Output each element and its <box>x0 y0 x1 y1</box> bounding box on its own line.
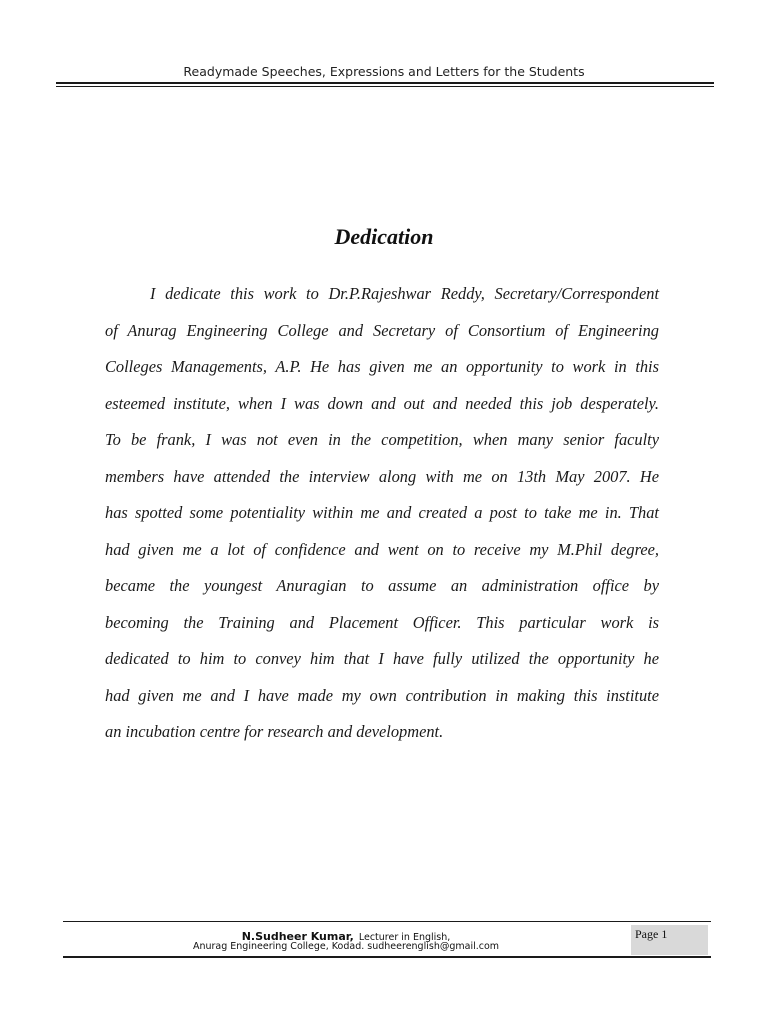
header-rule-thick <box>56 82 714 84</box>
paragraph-line: To be frank, I was not even in the competition, when many senior faculty <box>105 430 659 449</box>
paragraph-line: esteemed institute, when I was down and out and needed this job desperately. <box>105 393 659 413</box>
author-role: Lecturer in English, <box>358 932 451 943</box>
page-number: Page 1 <box>635 927 668 941</box>
page-number-box <box>631 925 708 955</box>
paragraph-line: had given me a lot of confidence and went on to receive my M.Phil degree, <box>105 539 659 559</box>
running-header-title: Readymade Speeches, Expressions and Letters for the Students <box>183 64 585 79</box>
footer-address: Anurag Engineering College, Kodad. sudheerenglish@gmail.com <box>192 941 500 952</box>
paragraph-line: an incubation centre for research and development. <box>105 722 444 741</box>
paragraph-line: had given me and I have made my own contribution in making this institute <box>105 685 659 705</box>
paragraph-line: becoming the Training and Placement Officer. This particular work is <box>105 612 659 632</box>
paragraph-line: has spotted some potentiality within me and created a post to take me in. That <box>105 503 659 522</box>
footer-rule-bottom <box>63 956 711 958</box>
paragraph-line: members have attended the interview along with me on 13th May 2007. He <box>105 466 659 486</box>
header-rule-thin <box>56 86 714 87</box>
footer-rule-top <box>63 921 711 922</box>
paragraph-line: of Anurag Engineering College and Secretary of Consortium of Engineering <box>105 320 659 340</box>
paragraph-line: became the youngest Anuragian to assume an administration office by <box>105 576 659 595</box>
author-name: N.Sudheer Kumar, <box>241 930 354 943</box>
paragraph-line: Colleges Managements, A.P. He has given me an opportunity to work in this <box>105 357 659 376</box>
page-title: Dedication <box>334 224 434 249</box>
dedication-paragraph <box>105 276 659 751</box>
paragraph-line: I dedicate this work to Dr.P.Rajeshwar Reddy, Secretary/Correspondent <box>150 284 659 303</box>
paragraph-line: dedicated to him to convey him that I have fully utilized the opportunity he <box>105 649 659 668</box>
